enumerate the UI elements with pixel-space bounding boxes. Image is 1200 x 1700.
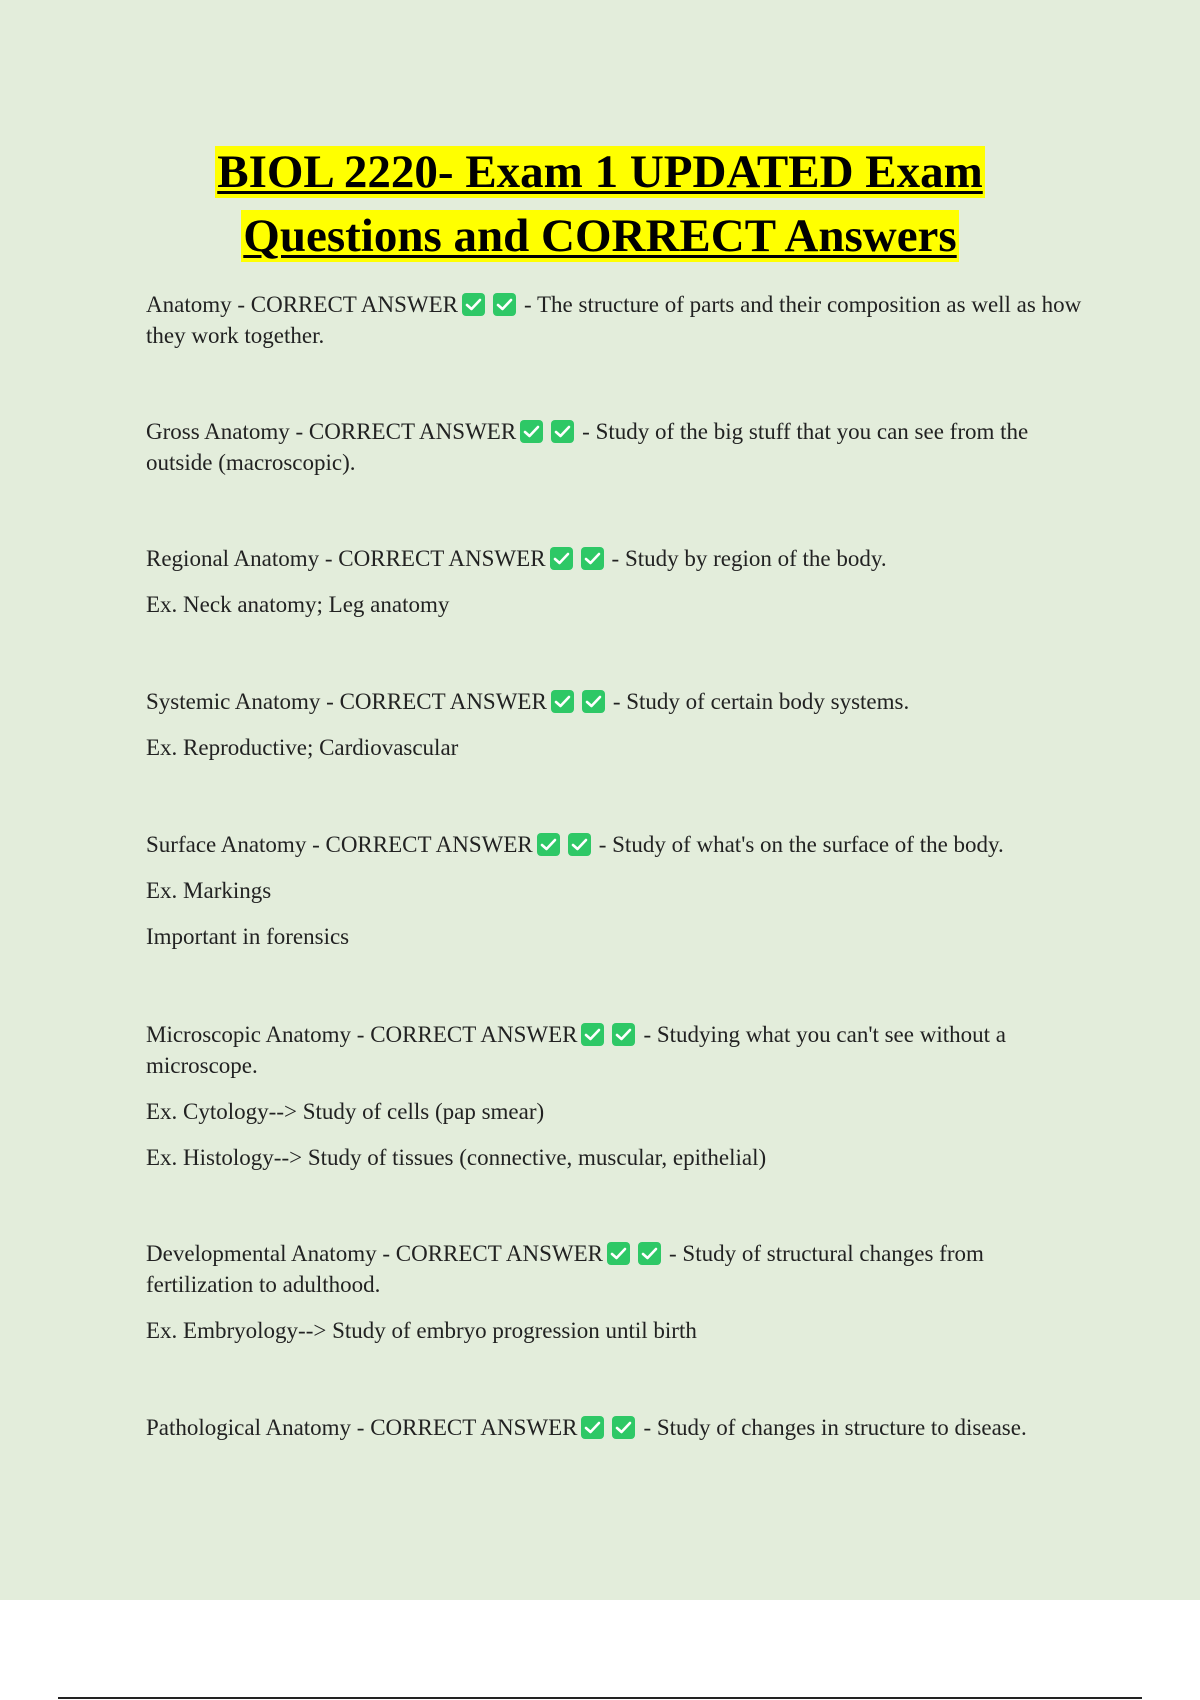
qa-entry-microscopic-anatomy (146, 1019, 1086, 1173)
entry-line (146, 543, 1086, 574)
answer-marker: CORRECT ANSWER (370, 1415, 578, 1440)
check-icon (551, 420, 574, 443)
answer-marker: CORRECT ANSWER (339, 689, 547, 714)
entry-definition: - Study of structural changes from fertilization to adulthood. (146, 1241, 984, 1297)
check-icon (638, 1242, 661, 1265)
title-line-1: BIOL 2220- Exam 1 UPDATED Exam (217, 146, 983, 198)
check-icon (520, 420, 543, 443)
check-icon (493, 293, 516, 316)
entry-term: Pathological Anatomy - (146, 1415, 371, 1440)
entry-line (146, 1238, 1086, 1300)
entry-line (146, 829, 1086, 860)
check-icon (551, 690, 574, 713)
entry-note: Ex. Neck anatomy; Leg anatomy (146, 592, 450, 617)
check-icon (568, 833, 591, 856)
footer-divider (58, 1697, 1142, 1699)
entry-note: Important in forensics (146, 924, 350, 949)
entry-definition: - Study of the big stuff that you can see from the outside (macroscopic). (146, 419, 1029, 475)
entry-definition: - Study of certain body systems. (612, 689, 910, 714)
entry-note: Ex. Markings (146, 878, 272, 903)
answer-marker: CORRECT ANSWER (325, 832, 533, 857)
answer-marker: CORRECT ANSWER (308, 419, 517, 444)
entry-term: Gross Anatomy - (146, 419, 309, 444)
title-line-2: Questions and CORRECT Answers (243, 210, 957, 262)
check-icon (581, 547, 604, 570)
entry-note: Ex. Cytology--> Study of cells (pap smear) (146, 1099, 545, 1124)
answer-marker: CORRECT ANSWER (338, 546, 546, 571)
check-icon (612, 1023, 635, 1046)
check-icon (550, 547, 573, 570)
qa-entry-surface-anatomy (146, 829, 1086, 952)
entry-term: Developmental Anatomy - (146, 1241, 396, 1266)
entry-note: Ex. Histology--> Study of tissues (connective, muscular, epithelial) (146, 1145, 767, 1170)
answer-marker: CORRECT ANSWER (370, 1022, 578, 1047)
check-icon (581, 1416, 604, 1439)
entry-line (146, 416, 1086, 478)
entry-definition: - Study of changes in structure to disease. (643, 1415, 1027, 1440)
qa-entry-regional-anatomy (146, 543, 1086, 620)
entry-term: Surface Anatomy - (146, 832, 326, 857)
qa-entry-anatomy (146, 289, 1086, 351)
entry-note: Ex. Reproductive; Cardiovascular (146, 735, 459, 760)
entry-definition: - Studying what you can't see without a microscope. (146, 1022, 1006, 1078)
qa-entry-systemic-anatomy (146, 686, 1086, 763)
qa-entry-pathological-anatomy (146, 1412, 1086, 1443)
check-icon (537, 833, 560, 856)
entry-definition: - The structure of parts and their composition as well as how they work together. (146, 292, 1082, 348)
answer-marker: CORRECT ANSWER (250, 292, 459, 317)
check-icon (462, 293, 485, 316)
entry-line (146, 1412, 1086, 1443)
check-icon (581, 1023, 604, 1046)
check-icon (582, 690, 605, 713)
entry-term: Anatomy - (146, 292, 251, 317)
entry-definition: - Study by region of the body. (611, 546, 887, 571)
entry-note: Ex. Embryology--> Study of embryo progression until birth (146, 1318, 697, 1343)
entry-line (146, 289, 1086, 351)
qa-entry-gross-anatomy (146, 416, 1086, 478)
check-icon (612, 1416, 635, 1439)
entry-line (146, 1019, 1086, 1081)
document-title (0, 140, 1200, 268)
entry-definition: - Study of what's on the surface of the body. (598, 832, 1004, 857)
entry-term: Systemic Anatomy - (146, 689, 340, 714)
check-icon (607, 1242, 630, 1265)
qa-entry-developmental-anatomy (146, 1238, 1086, 1346)
entry-term: Regional Anatomy - (146, 546, 339, 571)
answer-marker: CORRECT ANSWER (395, 1241, 603, 1266)
entry-line (146, 686, 1086, 717)
entry-term: Microscopic Anatomy - (146, 1022, 371, 1047)
